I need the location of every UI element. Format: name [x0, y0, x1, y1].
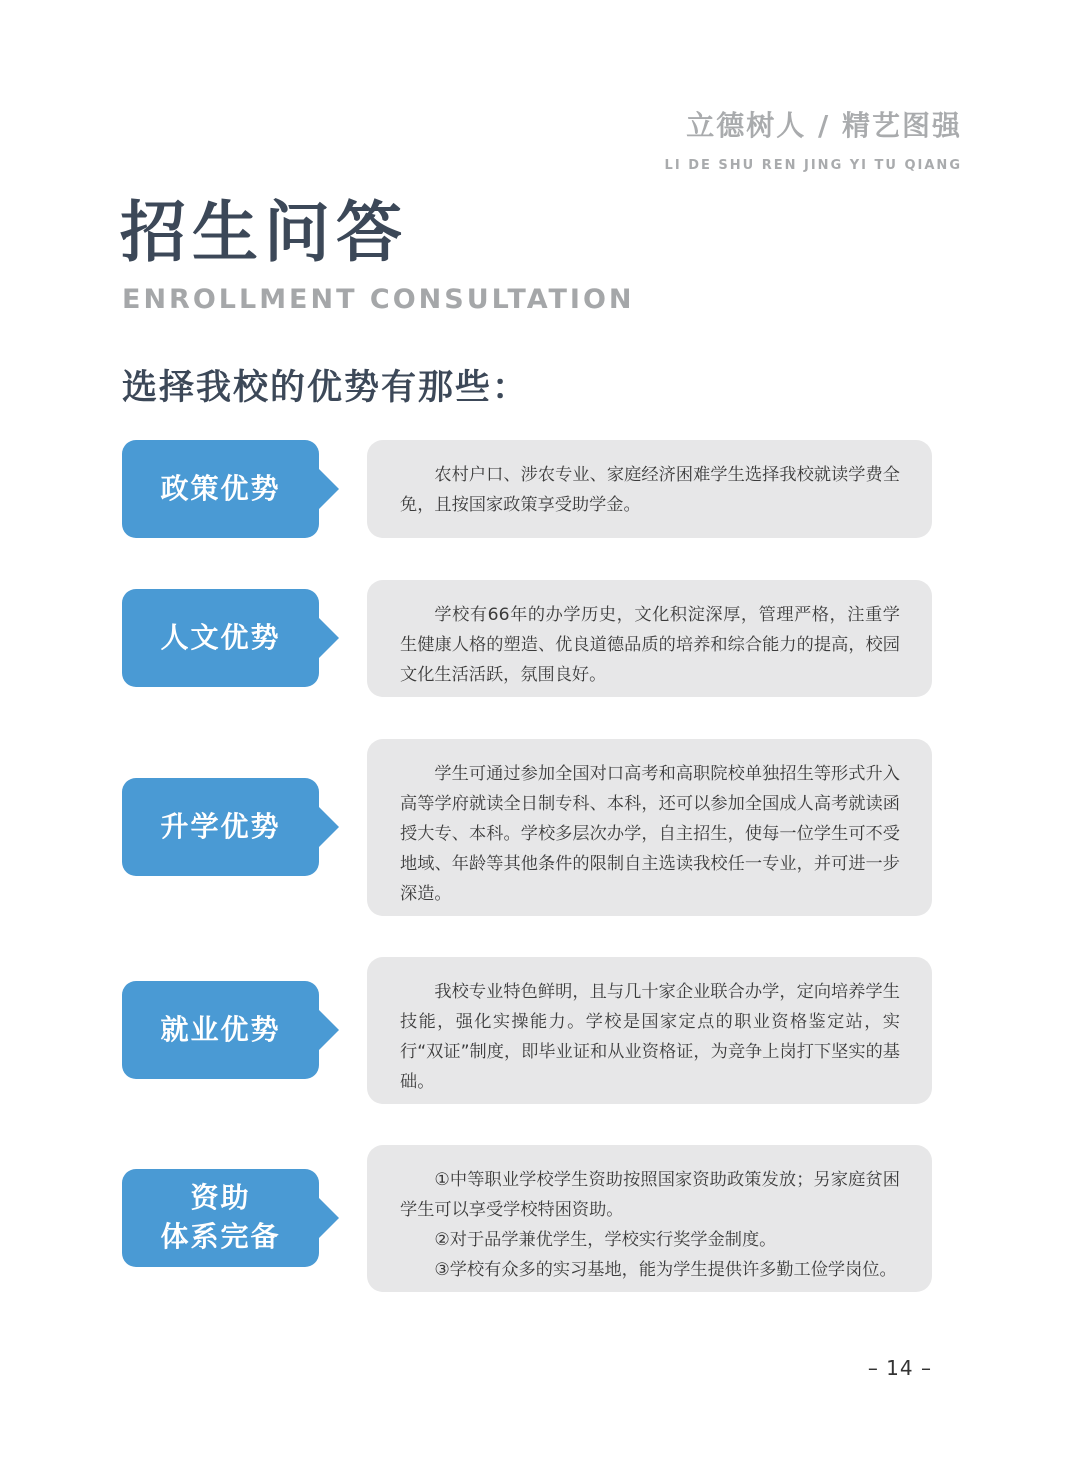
motto-pinyin: LI DE SHU REN JING YI TU QIANG	[664, 158, 962, 173]
page-subtitle: ENROLLMENT CONSULTATION	[122, 284, 635, 315]
content-text: 农村户口、涉农专业、家庭经济困难学生选择我校就读学费全免，且按国家政策享受助学金。	[400, 465, 900, 515]
tag-label-line1: 资助	[190, 1181, 251, 1215]
content-box	[367, 440, 932, 538]
tag-policy	[122, 440, 319, 538]
tag-humanities	[122, 589, 319, 687]
tag-label: 人文优势	[160, 620, 281, 654]
tag-label: 就业优势	[160, 1012, 281, 1046]
motto-chinese: 立德树人 / 精艺图强	[686, 109, 962, 142]
tag-label-line2: 体系完备	[160, 1220, 281, 1253]
tag-label: 升学优势	[160, 809, 281, 843]
tag-financial-aid	[122, 1169, 319, 1267]
content-text: ②对于品学兼优学生，学校实行奖学金制度。	[434, 1230, 777, 1250]
tag-employment	[122, 981, 319, 1079]
content-text: 学校有66年的办学历史，文化积淀深厚，管理严格，注重学生健康人格的塑造、优良道德品质的培养和综合能力的提高，校园文化生活活跃，氛围良好。	[400, 605, 900, 685]
content-text: 我校专业特色鲜明，且与几十家企业联合办学，定向培养学生技能，强化实操能力。学校是国家定点的职业资格鉴定站，实行“双证”制度，即毕业证和从业资格证，为竞争上岗打下坚实的基础。	[400, 982, 900, 1092]
content-box	[367, 1145, 932, 1292]
content-text: 学生可通过参加全国对口高考和高职院校单独招生等形式升入高等学府就读全日制专科、本科，还可以参加全国成人高考就读函授大专、本科。学校多层次办学，自主招生，使每一位学生可不受地域、年龄等其他条件的限制自主选读我校任一专业，并可进一步深造。	[400, 764, 900, 904]
content-box	[367, 580, 932, 697]
page-number: – 14 –	[867, 1356, 932, 1380]
tag-label: 政策优势	[160, 471, 281, 505]
content-text: ③学校有众多的实习基地，能为学生提供许多勤工俭学岗位。	[434, 1260, 897, 1280]
header-motto	[665, 104, 962, 173]
page-title: 招生问答	[120, 194, 408, 271]
content-box	[367, 957, 932, 1104]
tag-further-education	[122, 778, 319, 876]
section-question: 选择我校的优势有那些：	[122, 368, 530, 408]
tag-label	[160, 1179, 280, 1256]
content-text: ①中等职业学校学生资助按照国家资助政策发放；另家庭贫困学生可以享受学校特困资助。	[400, 1170, 900, 1220]
content-box	[367, 739, 932, 916]
